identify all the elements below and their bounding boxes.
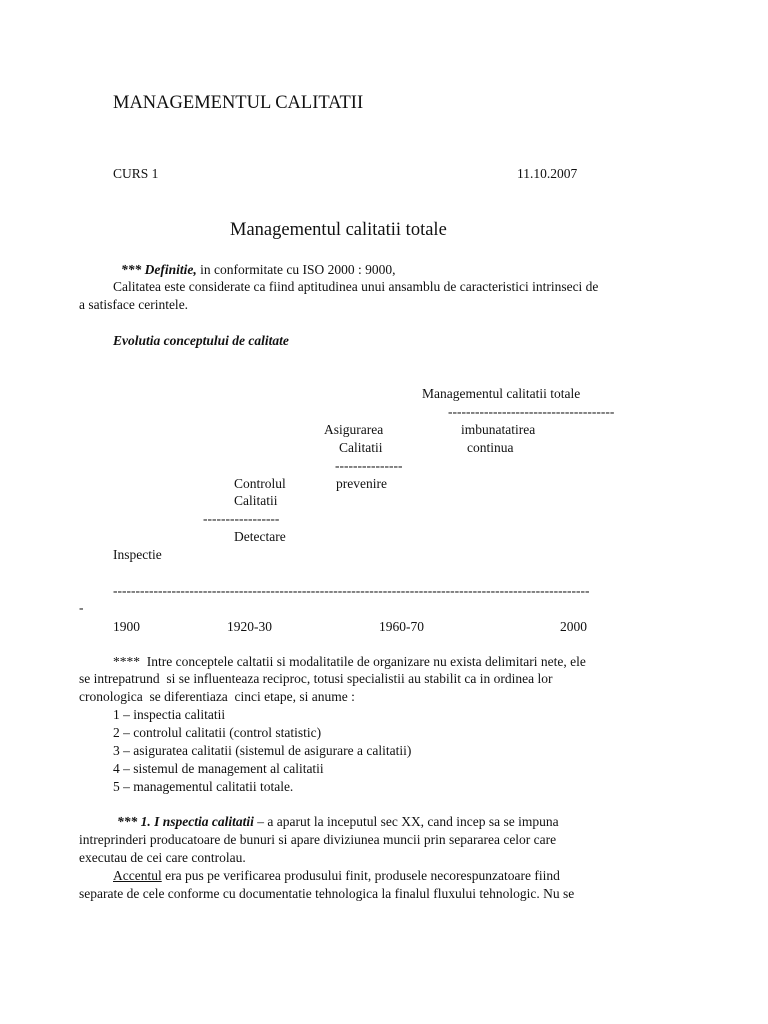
diagram-continua: continua	[467, 440, 514, 455]
course-label: CURS 1	[113, 166, 159, 181]
stages-intro-line-3: cronologica se diferentiaza cinci etape, si anume :	[79, 689, 355, 704]
section1-line-1	[117, 813, 559, 831]
year-label: 2000	[560, 619, 587, 634]
accent-word: Accentul	[113, 868, 162, 883]
stage-item: 3 – asiguratea calitatii (sistemul de asigurare a calitatii)	[113, 743, 412, 758]
definition-line-3: a satisface cerintele.	[79, 297, 189, 312]
diagram-axis-tail: -	[79, 600, 84, 615]
stage-item: 1 – inspectia calitatii	[113, 707, 226, 722]
section1-heading: *** 1. I nspectia calitatii	[117, 814, 254, 829]
diagram-imbunatatirea: imbunatatirea	[461, 422, 536, 437]
course-date: 11.10.2007	[517, 166, 578, 181]
diagram-asigurarea: Asigurarea	[324, 422, 384, 437]
definition-line-2: Calitatea este considerate ca fiind aptitudinea unui ansamblu de caracteristici intrinseci de	[113, 279, 599, 294]
section1-line-3: executau de cei care controlau.	[79, 850, 246, 865]
diagram-dash-ctrl: -----------------	[203, 511, 280, 526]
year-label: 1900	[113, 619, 140, 634]
definition-line-1	[121, 261, 395, 279]
document-title: MANAGEMENTUL CALITATII	[113, 93, 364, 113]
stages-intro-line-1: **** Intre conceptele caltatii si modalitatile de organizare nu exista delimitari nete, ele	[113, 654, 586, 669]
diagram-dash-asig: ---------------	[335, 458, 403, 473]
section-subtitle: Managementul calitatii totale	[230, 220, 447, 240]
diagram-detectare: Detectare	[234, 529, 286, 544]
evolution-heading: Evolutia conceptului de calitate	[113, 333, 289, 348]
diagram-mct: Managementul calitatii totale	[422, 386, 581, 401]
section1-line-5: separate de cele conforme cu documentatie tehnologica la finalul fluxului tehnologic. Nu se	[79, 886, 575, 901]
diagram-asigurarea-calitatii: Calitatii	[339, 440, 383, 455]
definition-rest: in conformitate cu ISO 2000 : 9000,	[196, 262, 396, 277]
diagram-axis-line: ----------------------------------------------------------------------------------------------------------	[113, 583, 590, 598]
stage-item: 2 – controlul calitatii (control statistic)	[113, 725, 322, 740]
diagram-prevenire: prevenire	[336, 476, 387, 491]
definition-marker: *** Definitie,	[121, 262, 197, 277]
accent-rest: era pus pe verificarea produsului finit, produsele necorespunzatoare fiind	[161, 868, 560, 883]
diagram-controlul: Controlul	[234, 476, 286, 491]
section1-line-4	[113, 867, 560, 885]
diagram-controlul-calitatii: Calitatii	[234, 493, 278, 508]
stage-item: 5 – managementul calitatii totale.	[113, 779, 294, 794]
stage-item: 4 – sistemul de management al calitatii	[113, 761, 324, 776]
year-label: 1920-30	[227, 619, 272, 634]
diagram-dash-mct: -------------------------------------	[448, 404, 615, 419]
stages-intro-line-2: se intrepatrund si se influenteaza reciproc, totusi specialistii au stabilit ca in ordinea lor	[79, 671, 553, 686]
section1-rest: – a aparut la inceputul sec XX, cand incep sa se impuna	[253, 814, 559, 829]
section1-line-2: intreprinderi producatoare de bunuri si apare diviziunea muncii prin separarea celor care	[79, 832, 557, 847]
year-label: 1960-70	[379, 619, 424, 634]
diagram-inspectie: Inspectie	[113, 547, 162, 562]
